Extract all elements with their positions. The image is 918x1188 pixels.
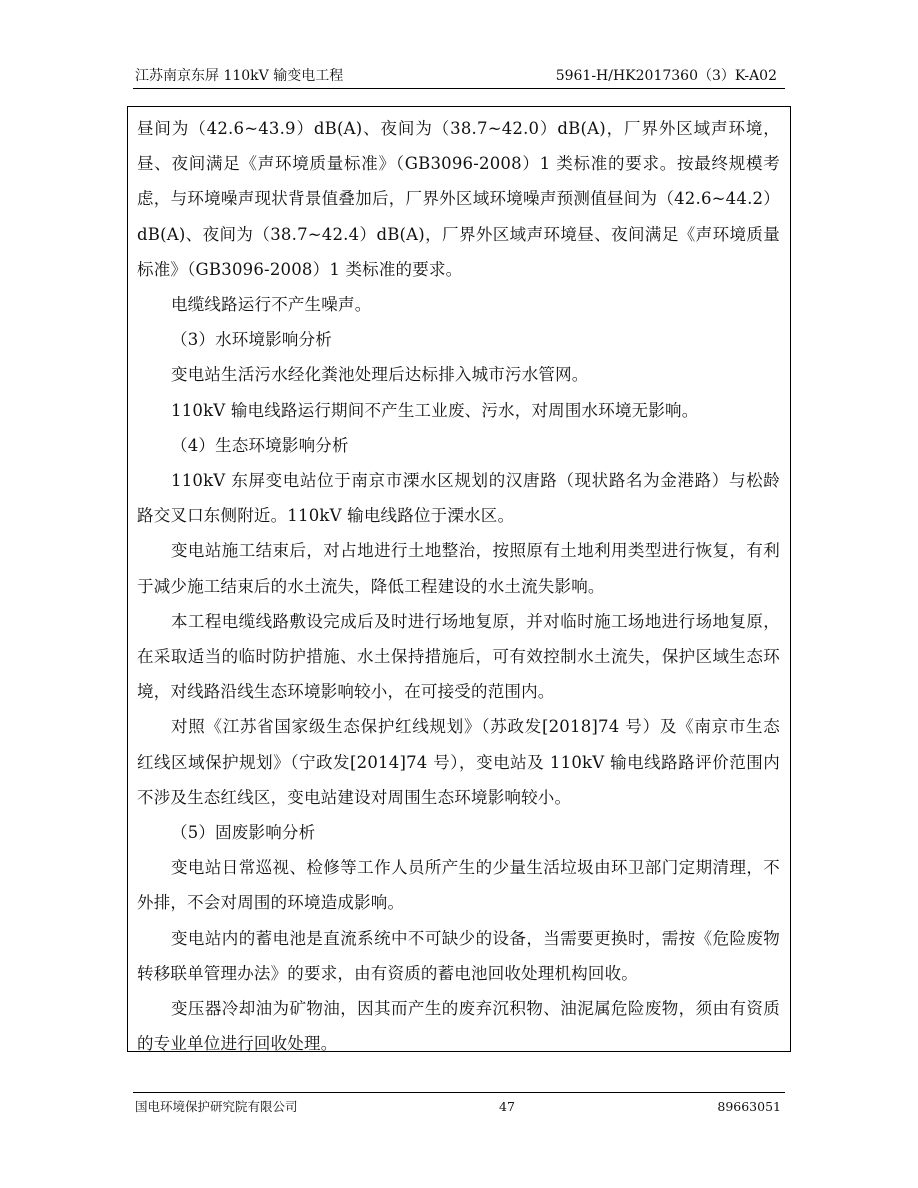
paragraph-noise-continuation: 昼间为（42.6~43.9）dB(A)、夜间为（38.7~42.0）dB(A)，厂界外区域声环境，昼、夜间满足《声环境质量标准》（GB3096-2008）1 类标准的要求。按最终规模考虑，与环境噪声现状背景值叠加后，厂界外区域环境噪声预测值昼间为（42.6~44.2）dB(A)、夜间为（38.7~42.4）dB(A)，厂界外区域声环境昼、夜间满足《声环境质量标准》（GB3096-2008）1 类标准的要求。 bbox=[137, 119, 780, 279]
paragraph-cable-noise: 电缆线路运行不产生噪声。 bbox=[171, 295, 372, 315]
header-document-code: 5961-H/HK2017360（3）K-A02 bbox=[555, 68, 777, 84]
footer-company: 国电环境保护研究院有限公司 bbox=[135, 1099, 298, 1114]
section-heading-solid-waste: （5）固废影响分析 bbox=[171, 823, 316, 843]
paragraph-domestic-waste: 变电站日常巡视、检修等工作人员所产生的少量生活垃圾由环卫部门定期清理，不外排，不会对周围的环境造成影响。 bbox=[137, 858, 780, 913]
footer-page-number: 47 bbox=[499, 1099, 515, 1114]
page-footer bbox=[133, 1092, 785, 1114]
paragraph-land-restoration: 变电站施工结束后，对占地进行土地整治，按照原有土地利用类型进行恢复，有利于减少施工结束后的水土流失，降低工程建设的水土流失影响。 bbox=[137, 541, 780, 596]
paragraph-cable-restoration: 本工程电缆线路敷设完成后及时进行场地复原，并对临时施工场地进行场地复原，在采取适当的临时防护措施、水土保持措施后，可有效控制水土流失，保护区域生态环境，对线路沿线生态环境影响较小，在可接受的范围内。 bbox=[137, 611, 780, 702]
content-frame bbox=[127, 106, 791, 1052]
header-project-title: 江苏南京东屏 110kV 输变电工程 bbox=[135, 68, 344, 84]
paragraph-sewage: 变电站生活污水经化粪池处理后达标排入城市污水管网。 bbox=[171, 365, 589, 385]
page-header bbox=[133, 64, 785, 89]
paragraph-site-location: 110kV 东屏变电站位于南京市溧水区规划的汉唐路（现状路名为金港路）与松龄路交叉口东侧附近。110kV 输电线路位于溧水区。 bbox=[137, 471, 780, 526]
paragraph-transformer-oil: 变压器冷却油为矿物油，因其而产生的废弃沉积物、油泥属危险废物，须由有资质的专业单位进行回收处理。 bbox=[137, 999, 780, 1054]
footer-phone: 89663051 bbox=[717, 1099, 781, 1114]
paragraph-battery: 变电站内的蓄电池是直流系统中不可缺少的设备，当需要更换时，需按《危险废物转移联单管理办法》的要求，由有资质的蓄电池回收处理机构回收。 bbox=[137, 928, 780, 983]
paragraph-red-line: 对照《江苏省国家级生态保护红线规划》（苏政发[2018]74 号）及《南京市生态红线区域保护规划》（宁政发[2014]74 号），变电站及 110kV 输电线路路评价范围内不涉及生态红线区，变电站建设对周围生态环境影响较小。 bbox=[137, 717, 780, 807]
paragraph-line-water: 110kV 输电线路运行期间不产生工业废、污水，对周围水环境无影响。 bbox=[171, 400, 699, 420]
section-heading-water: （3）水环境影响分析 bbox=[171, 330, 332, 350]
section-heading-ecology: （4）生态环境影响分析 bbox=[171, 435, 349, 455]
